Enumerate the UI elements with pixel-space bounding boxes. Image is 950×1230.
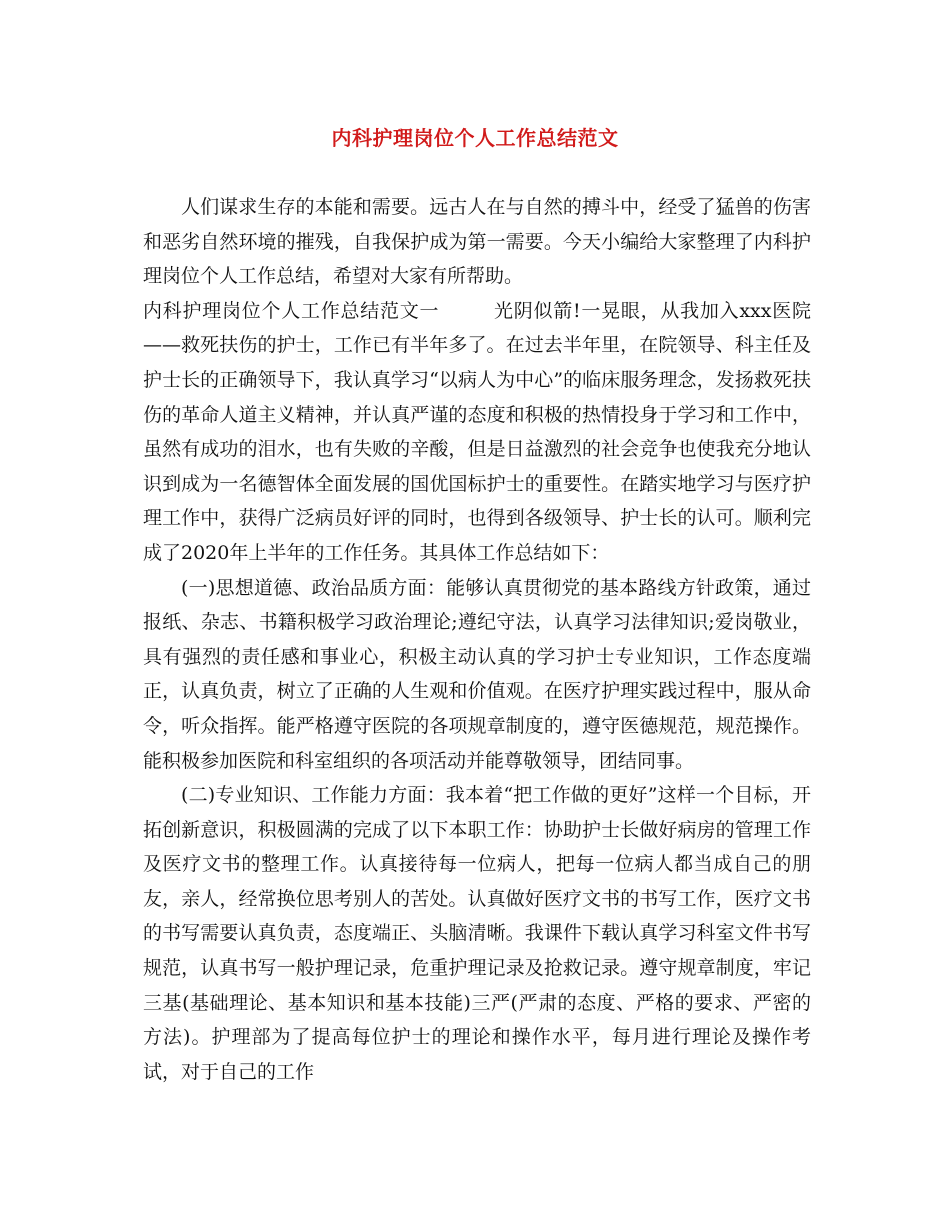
paragraph-intro: 人们谋求生存的本能和需要。远古人在与自然的搏斗中，经受了猛兽的伤害和恶劣自然环境的摧残，自我保护成为第一需要。今天小编给大家整理了内科护理岗位个人工作总结，希望对大家有所帮助。: [143, 196, 811, 288]
document-title: 内科护理岗位个人工作总结范文: [331, 126, 619, 150]
section-heading: 内科护理岗位个人工作总结范文一: [143, 299, 440, 322]
document-body: [143, 190, 811, 1089]
paragraph-point-two: (二)专业知识、工作能力方面：我本着“把工作做的更好”这样一个目标，开拓创新意识，积极圆满的完成了以下本职工作：协助护士长做好病房的管理工作及医疗文书的整理工作。认真接待每一位病人，把每一位病人都当成自己的朋友，亲人，经常换位思考别人的苦处。认真做好医疗文书的书写工作，医疗文书的书写需要认真负责，态度端正、头脑清晰。我课件下载认真学习科室文件书写规范，认真书写一般护理记录，危重护理记录及抢救记录。遵守规章制度，牢记三基(基础理论、基本知识和基本技能)三严(严肃的态度、严格的要求、严密的方法)。护理部为了提高每位护士的理论和操作水平，每月进行理论及操作考试，对于自己的工作: [143, 784, 811, 1083]
paragraph-section-one: [143, 294, 811, 571]
section-one-text: 光阴似箭!一晃眼，从我加入xxx医院——救死扶伤的护士，工作已有半年多了。在过去半年里，在院领导、科主任及护士长的正确领导下，我认真学习“以病人为中心”的临床服务理念，发扬救死扶伤的革命人道主义精神，并认真严谨的态度和积极的热情投身于学习和工作中，虽然有成功的泪水，也有失败的辛酸，但是日益激烈的社会竞争也使我充分地认识到成为一名德智体全面发展的国优国标护士的重要性。在踏实地学习与医疗护理工作中，获得广泛病员好评的同时，也得到各级领导、护士长的认可。顺利完成了2020年上半年的工作任务。其具体工作总结如下：: [143, 299, 811, 564]
paragraph-point-one: (一)思想道德、政治品质方面：能够认真贯彻党的基本路线方针政策，通过报纸、杂志、书籍积极学习政治理论;遵纪守法，认真学习法律知识;爱岗敬业，具有强烈的责任感和事业心，积极主动认真的学习护士专业知识，工作态度端正，认真负责，树立了正确的人生观和价值观。在医疗护理实践过程中，服从命令，听众指挥。能严格遵守医院的各项规章制度的，遵守医德规范，规范操作。能积极参加医院和科室组织的各项活动并能尊敬领导，团结同事。: [143, 576, 811, 772]
